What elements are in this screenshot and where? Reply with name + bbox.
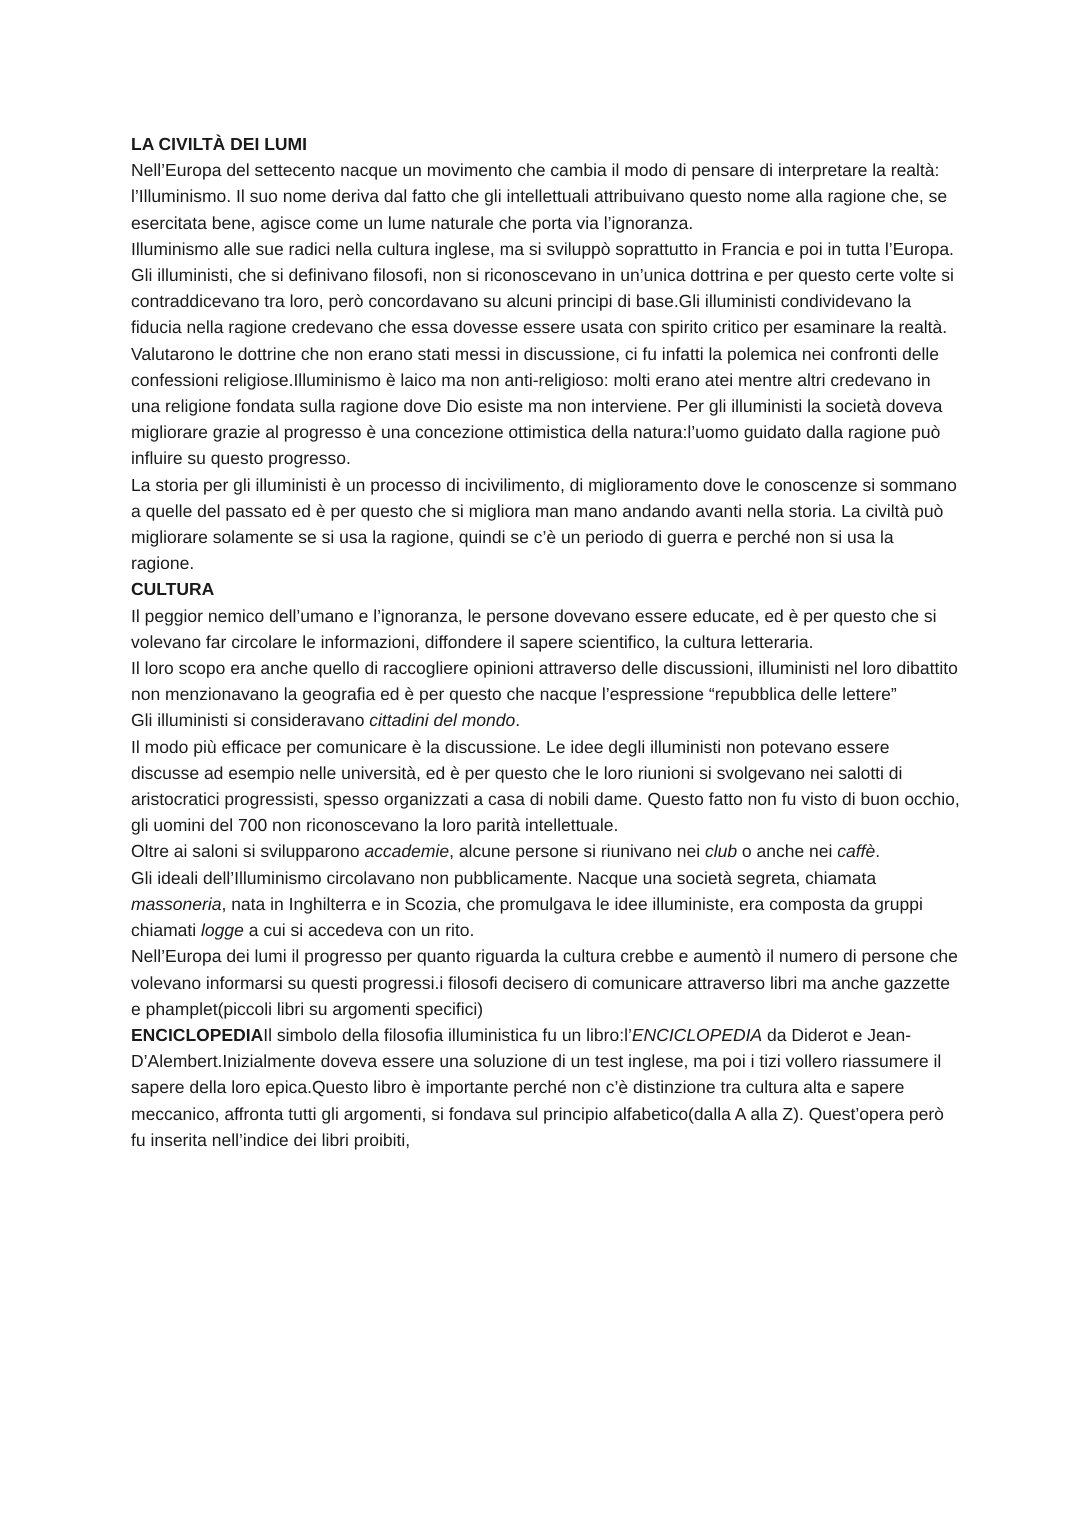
paragraph-cultura-freemasonry <box>131 865 961 944</box>
emphasis-enciclopedia: ENCICLOPEDIA <box>631 1024 763 1045</box>
emphasis-cittadini: cittadini del mondo <box>369 710 516 731</box>
text-run: da Diderot e Jean-D’Alembert.Inizialmente doveva essere una soluzione di un test inglese, ma poi i tizi vollero riassumere il sapere della loro epica.Questo libro è importante perché non c’è distinzione tra cultura alta e sapere meccanico, affronta tutti gli argomenti, si fondava sul principio alfabetico(dalla A alla Z). Quest’opera però fu inserita nell’indice dei libri proibiti, <box>131 1024 944 1150</box>
section-heading-enciclopedia: ENCICLOPEDIA <box>131 1024 264 1045</box>
paragraph-cultura-discussion: Il modo più efficace per comunicare è la discussione. Le idee degli illuministi non potevano essere discusse ad esempio nelle università, ed è per questo che le loro riunioni si svolgevano nei salotti di aristocratici progressisti, spesso organizzati a casa di nobili dame. Questo fatto non fu visto di buon occhio, gli uomini del 700 non riconoscevano la loro parità intellettuale. <box>131 736 960 836</box>
text-run: Gli ideali dell’Illuminismo circolavano non pubblicamente. Nacque una società segreta, chiamata <box>131 867 877 888</box>
text-run: . <box>515 710 521 731</box>
paragraph-cultura-progress: Nell’Europa dei lumi il progresso per quanto riguarda la cultura crebbe e aumentò il numero di persone che volevano informarsi su questi progressi.i filosofi decisero di comunicare attraverso libri ma anche gazzette e phamplet(piccoli libri su argomenti specifici) <box>131 946 958 1019</box>
document-title: LA CIVILTÀ DEI LUMI <box>131 134 307 154</box>
emphasis-club: club <box>704 841 738 862</box>
emphasis-accademie: accademie <box>364 841 450 862</box>
emphasis-logge: logge <box>201 920 244 941</box>
paragraph-doctrines: Valutarono le dottrine che non erano stati messi in discussione, ci fu infatti la polemica nei confronti delle confessioni religiose.Illuminismo è laico ma non anti-religioso: molti erano atei mentre altri credevano in una religione fondata sulla ragione dove Dio esiste ma non interviene. Per gli illuministi la società doveva migliorare grazie al progresso è una concezione ottimistica della natura:l’uomo guidato dalla ragione può influire su questo progresso. <box>131 343 943 469</box>
paragraph-cultura-citizens <box>131 707 961 733</box>
paragraph-cultura-enemy: Il peggior nemico dell’umano e l’ignoranza, le persone dovevano essere educate, ed è per questo che si volevano far circolare le informazioni, diffondere il sapere scientifico, la cultura letteraria. <box>131 605 937 652</box>
text-run: . <box>875 841 881 862</box>
paragraph-history: La storia per gli illuministi è un processo di incivilimento, di miglioramento dove le conoscenze si sommano a quelle del passato ed è per questo che si migliora man mano andando avanti nella storia. La civiltà può migliorare solamente se si usa la ragione, quindi se c’è un periodo di guerra e perché non si usa la ragione. <box>131 474 957 574</box>
emphasis-caffe: caffè <box>837 841 876 862</box>
text-run: , nata in Inghilterra e in Scozia, che promulgava le idee illuministe, era composta da gruppi chiamati <box>131 893 923 941</box>
paragraph-enciclopedia <box>131 1022 961 1153</box>
paragraph-cultura-academies <box>131 838 961 864</box>
text-run: Gli illuministi si consideravano <box>131 710 370 731</box>
paragraph-intro: Nell’Europa del settecento nacque un movimento che cambia il modo di pensare di interpretare la realtà: l’Illuminismo. Il suo nome deriva dal fatto che gli intellettuali attribuivano questo nome alla ragione che, se esercitata bene, agisce come un lume naturale che porta via l’ignoranza. <box>131 160 948 233</box>
paragraph-philosophers: Gli illuministi, che si definivano filosofi, non si riconoscevano in un’unica dottrina e per questo certe volte si contraddicevano tra loro, però concordavano su alcuni principi di base.Gli illuministi condividevano la fiducia nella ragione credevano che essa dovesse essere usata con spirito critico per esaminare la realtà. <box>131 265 954 338</box>
section-heading-cultura: CULTURA <box>131 579 215 600</box>
paragraph-origins: Illuminismo alle sue radici nella cultura inglese, ma si sviluppò soprattutto in Francia e poi in tutta l’Europa. <box>131 238 954 259</box>
text-run: Oltre ai saloni si svilupparono <box>131 841 365 862</box>
text-run: a cui si accedeva con un rito. <box>243 920 475 941</box>
paragraph-cultura-opinions: Il loro scopo era anche quello di raccogliere opinioni attraverso delle discussioni, illuministi nel loro dibattito non menzionavano la geografia ed è per questo che nacque l’espressione “repubblica delle lettere” <box>131 658 958 705</box>
document-page <box>131 131 961 1153</box>
text-run: , alcune persone si riunivano nei <box>449 841 705 862</box>
text-run: Il simbolo della filosofia illuministica fu un libro:l’ <box>263 1024 632 1045</box>
text-run: o anche nei <box>737 841 838 862</box>
emphasis-massoneria: massoneria <box>131 893 222 914</box>
